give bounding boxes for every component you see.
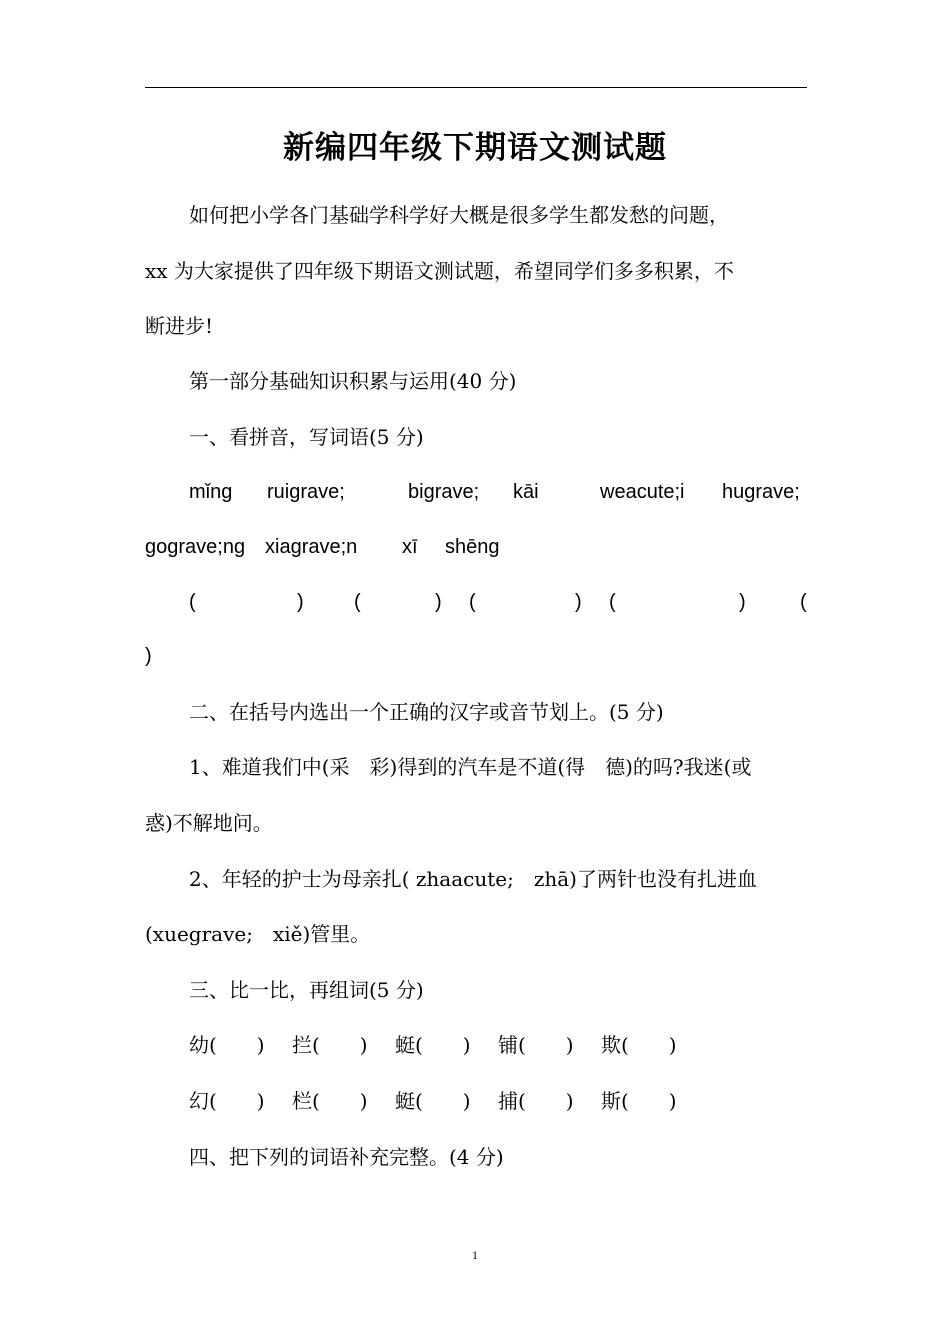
word-pair-item: 拦( ) [292, 1033, 368, 1057]
question-3-heading: 三、比一比，再组词(5 分) [189, 978, 424, 1002]
pinyin-item: shēng [445, 536, 500, 558]
question-1-heading: 一、看拼音，写词语(5 分) [189, 425, 424, 449]
intro-line-2: xx 为大家提供了四年级下期语文测试题，希望同学们多多积累，不 [145, 259, 734, 283]
pinyin-item: gograve;ng [145, 536, 246, 558]
blank-close-paren: ) [739, 591, 746, 613]
blank-open-paren: ( [469, 591, 476, 613]
question-2-item-2-line-1: 2、年轻的护士为母亲扎( zhaacute; zhā)了两针也没有扎进血 [189, 867, 757, 891]
word-pair-item: 斯( ) [601, 1089, 677, 1113]
answer-blanks-row [145, 574, 807, 630]
word-pair-item: 幻( ) [189, 1089, 265, 1113]
blank-close-paren: ) [575, 591, 582, 613]
blank-open-paren: ( [800, 591, 807, 613]
intro-line-1: 如何把小学各门基础学科学好大概是很多学生都发愁的问题， [189, 203, 729, 227]
pinyin-item: bigrave; [408, 481, 480, 503]
word-pair-item: 幼( ) [189, 1033, 265, 1057]
pinyin-item: xiagrave;n [265, 536, 358, 558]
pinyin-row-2 [145, 519, 807, 575]
answer-blanks-row-wrap [145, 628, 807, 684]
page-number: 1 [472, 1248, 478, 1262]
word-pair-item: 蜓( ) [395, 1033, 471, 1057]
blank-open-paren: ( [354, 591, 361, 613]
word-pair-item: 欺( ) [601, 1033, 677, 1057]
question-2-item-1-line-1: 1、难道我们中(采 彩)得到的汽车是不道(得 德)的吗?我迷(或 [189, 755, 752, 779]
pinyin-row-1 [145, 464, 807, 520]
word-pair-item: 铺( ) [498, 1033, 574, 1057]
pinyin-item: mǐng [189, 481, 233, 503]
question-2-item-2-line-2: (xuegrave; xiě)管里。 [145, 922, 371, 946]
word-pair-item: 栏( ) [292, 1089, 368, 1113]
word-pair-row-1 [145, 1017, 807, 1073]
blank-open-paren: ( [609, 591, 616, 613]
pinyin-item: xī [402, 536, 418, 558]
question-2-item-1-line-2: 惑)不解地问。 [145, 811, 273, 835]
pinyin-item: ruigrave; [267, 481, 345, 503]
word-pair-row-2 [145, 1073, 807, 1129]
pinyin-item: hugrave; [722, 481, 800, 503]
header-rule [145, 87, 807, 88]
question-4-heading: 四、把下列的词语补充完整。(4 分) [189, 1145, 504, 1169]
pinyin-item: kāi [513, 481, 539, 503]
section-part-1: 第一部分基础知识积累与运用(40 分) [189, 369, 517, 393]
question-2-heading: 二、在括号内选出一个正确的汉字或音节划上。(5 分) [189, 700, 664, 724]
word-pair-item: 蜓( ) [395, 1089, 471, 1113]
blank-close-paren: ) [297, 591, 304, 613]
blank-open-paren: ( [189, 591, 196, 613]
blank-close-paren: ) [145, 645, 152, 667]
pinyin-item: weacute;i [600, 481, 685, 503]
page-title: 新编四年级下期语文测试题 [283, 130, 667, 166]
word-pair-item: 捕( ) [498, 1089, 574, 1113]
blank-close-paren: ) [435, 591, 442, 613]
intro-line-3: 断进步! [145, 314, 214, 338]
